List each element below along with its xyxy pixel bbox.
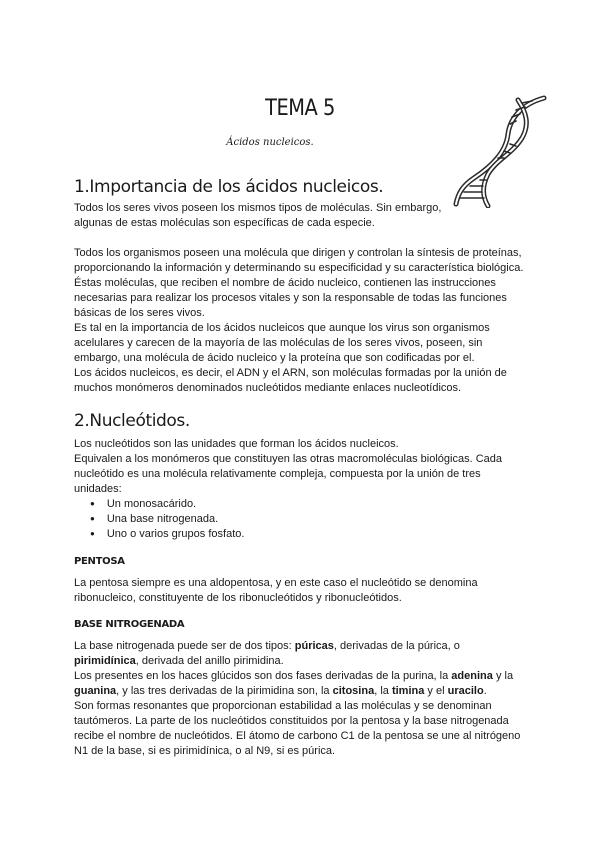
term-timina: timina [391, 685, 425, 697]
term-citosina: citosina [332, 685, 375, 697]
text-run: La base nitrogenada puede ser de dos tipos: [74, 640, 292, 652]
text-line: Todos los seres vivos poseen los mismos tipos de moléculas. Sin embargo, [74, 202, 442, 214]
text-line: embargo, una molécula de ácido nucleico y la proteína que son codificadas por el. [74, 352, 475, 364]
text-line: La pentosa siempre es una aldopentosa, y en este caso el nucleótido se denomina [74, 577, 478, 589]
text-run: , derivadas de la púrica, o [333, 640, 460, 652]
text-line: proporcionando la información y determinando su especificidad y su característica biológica. [74, 262, 524, 274]
paragraph-intro [74, 201, 534, 231]
text-line: acelulares y carecen de la mayoría de las moléculas de los seres vivos, poseen, sin [74, 337, 483, 349]
text-line: Son formas resonantes que proporcionan estabilidad a las moléculas y se denominan [74, 700, 492, 712]
text-line: básicas de los seres vivos. [74, 307, 205, 319]
paragraph-importancia [74, 246, 544, 396]
page-subtitle: Ácidos nucleicos. [226, 137, 314, 148]
dna-helix-icon [452, 94, 548, 208]
text-line: nucleótido es una molécula relativamente compleja, compuesta por la unión de tres [74, 468, 481, 480]
text-line: N1 de la base, si es pirimidínica, o al N9, si es púrica. [74, 745, 336, 757]
text-line: necesarias para realizar los procesos vitales y son la responsable de todas las funciones [74, 292, 507, 304]
list-item: ● Uno o varios grupos fosfato. [90, 527, 244, 542]
text-line: recibe el nombre de nucleótidos. El átomo de carbono C1 de la pentosa se une al nitrógeno [74, 730, 521, 742]
text-run: , la [374, 685, 389, 697]
term-puricas: púricas [294, 640, 334, 652]
text-line: Los nucleótidos son las unidades que forman los ácidos nucleicos. [74, 438, 399, 450]
text-run: y el [427, 685, 445, 697]
text-run: , y las tres derivadas de la pirimidina son, la [116, 685, 330, 697]
text-run: , derivada del anillo pirimidina. [135, 655, 284, 667]
bullet-list-unidades [90, 497, 244, 542]
term-adenina: adenina [451, 670, 493, 682]
text-line [74, 684, 544, 699]
text-line: muchos monómeros denominados nucleótidos mediante enlaces nucleotídicos. [74, 382, 462, 394]
paragraph-base-nitrogenada [74, 639, 544, 759]
paragraph-pentosa [74, 576, 534, 606]
text-line [74, 669, 544, 684]
text-line [74, 654, 544, 669]
paragraph-nucleotidos [74, 437, 534, 497]
text-line: Los ácidos nucleicos, es decir, el ADN y el ARN, son moléculas formadas por la unión de [74, 367, 507, 379]
page-title: TEMA 5 [265, 96, 335, 121]
text-line: unidades: [74, 483, 122, 495]
text-line: Equivalen a los monómeros que constituyen las otras macromoléculas biológicas. Cada [74, 453, 503, 465]
text-line: tautómeros. La parte de los nucleótidos constituidos por la pentosa y la base nitrogenada [74, 715, 509, 727]
text-run: . [483, 685, 487, 697]
text-line [74, 639, 544, 654]
section-heading-importancia: 1.Importancia de los ácidos nucleicos. [74, 177, 384, 197]
term-guanina: guanina [74, 685, 117, 697]
term-pirimidinica: pirimidínica [74, 655, 136, 667]
text-line: algunas de estas moléculas son específicas de cada especie. [74, 217, 375, 229]
text-run: Los presentes en los haces glúcidos son dos fases derivadas de la purina, la [74, 670, 449, 682]
term-uracilo: uracilo [447, 685, 484, 697]
text-run: y la [495, 670, 514, 682]
text-line: Éstas moléculas, que reciben el nombre de ácido nucleico, contienen las instrucciones [74, 277, 496, 289]
text-line: ribonucleico, constituyente de los ribonucleótidos y ribonucleótidos. [74, 592, 402, 604]
text-line: Todos los organismos poseen una molécula que dirigen y controlan la síntesis de proteínas, [74, 247, 522, 259]
list-item: ● Un monosacárido. [90, 497, 244, 512]
subheading-base-nitrogenada: BASE NITROGENADA [74, 619, 185, 630]
subheading-pentosa: PENTOSA [74, 556, 125, 567]
section-heading-nucleotidos: 2.Nucleótidos. [74, 411, 190, 431]
text-line: Es tal en la importancia de los ácidos nucleicos que aunque los virus son organismos [74, 322, 490, 334]
list-item: ● Una base nitrogenada. [90, 512, 244, 527]
